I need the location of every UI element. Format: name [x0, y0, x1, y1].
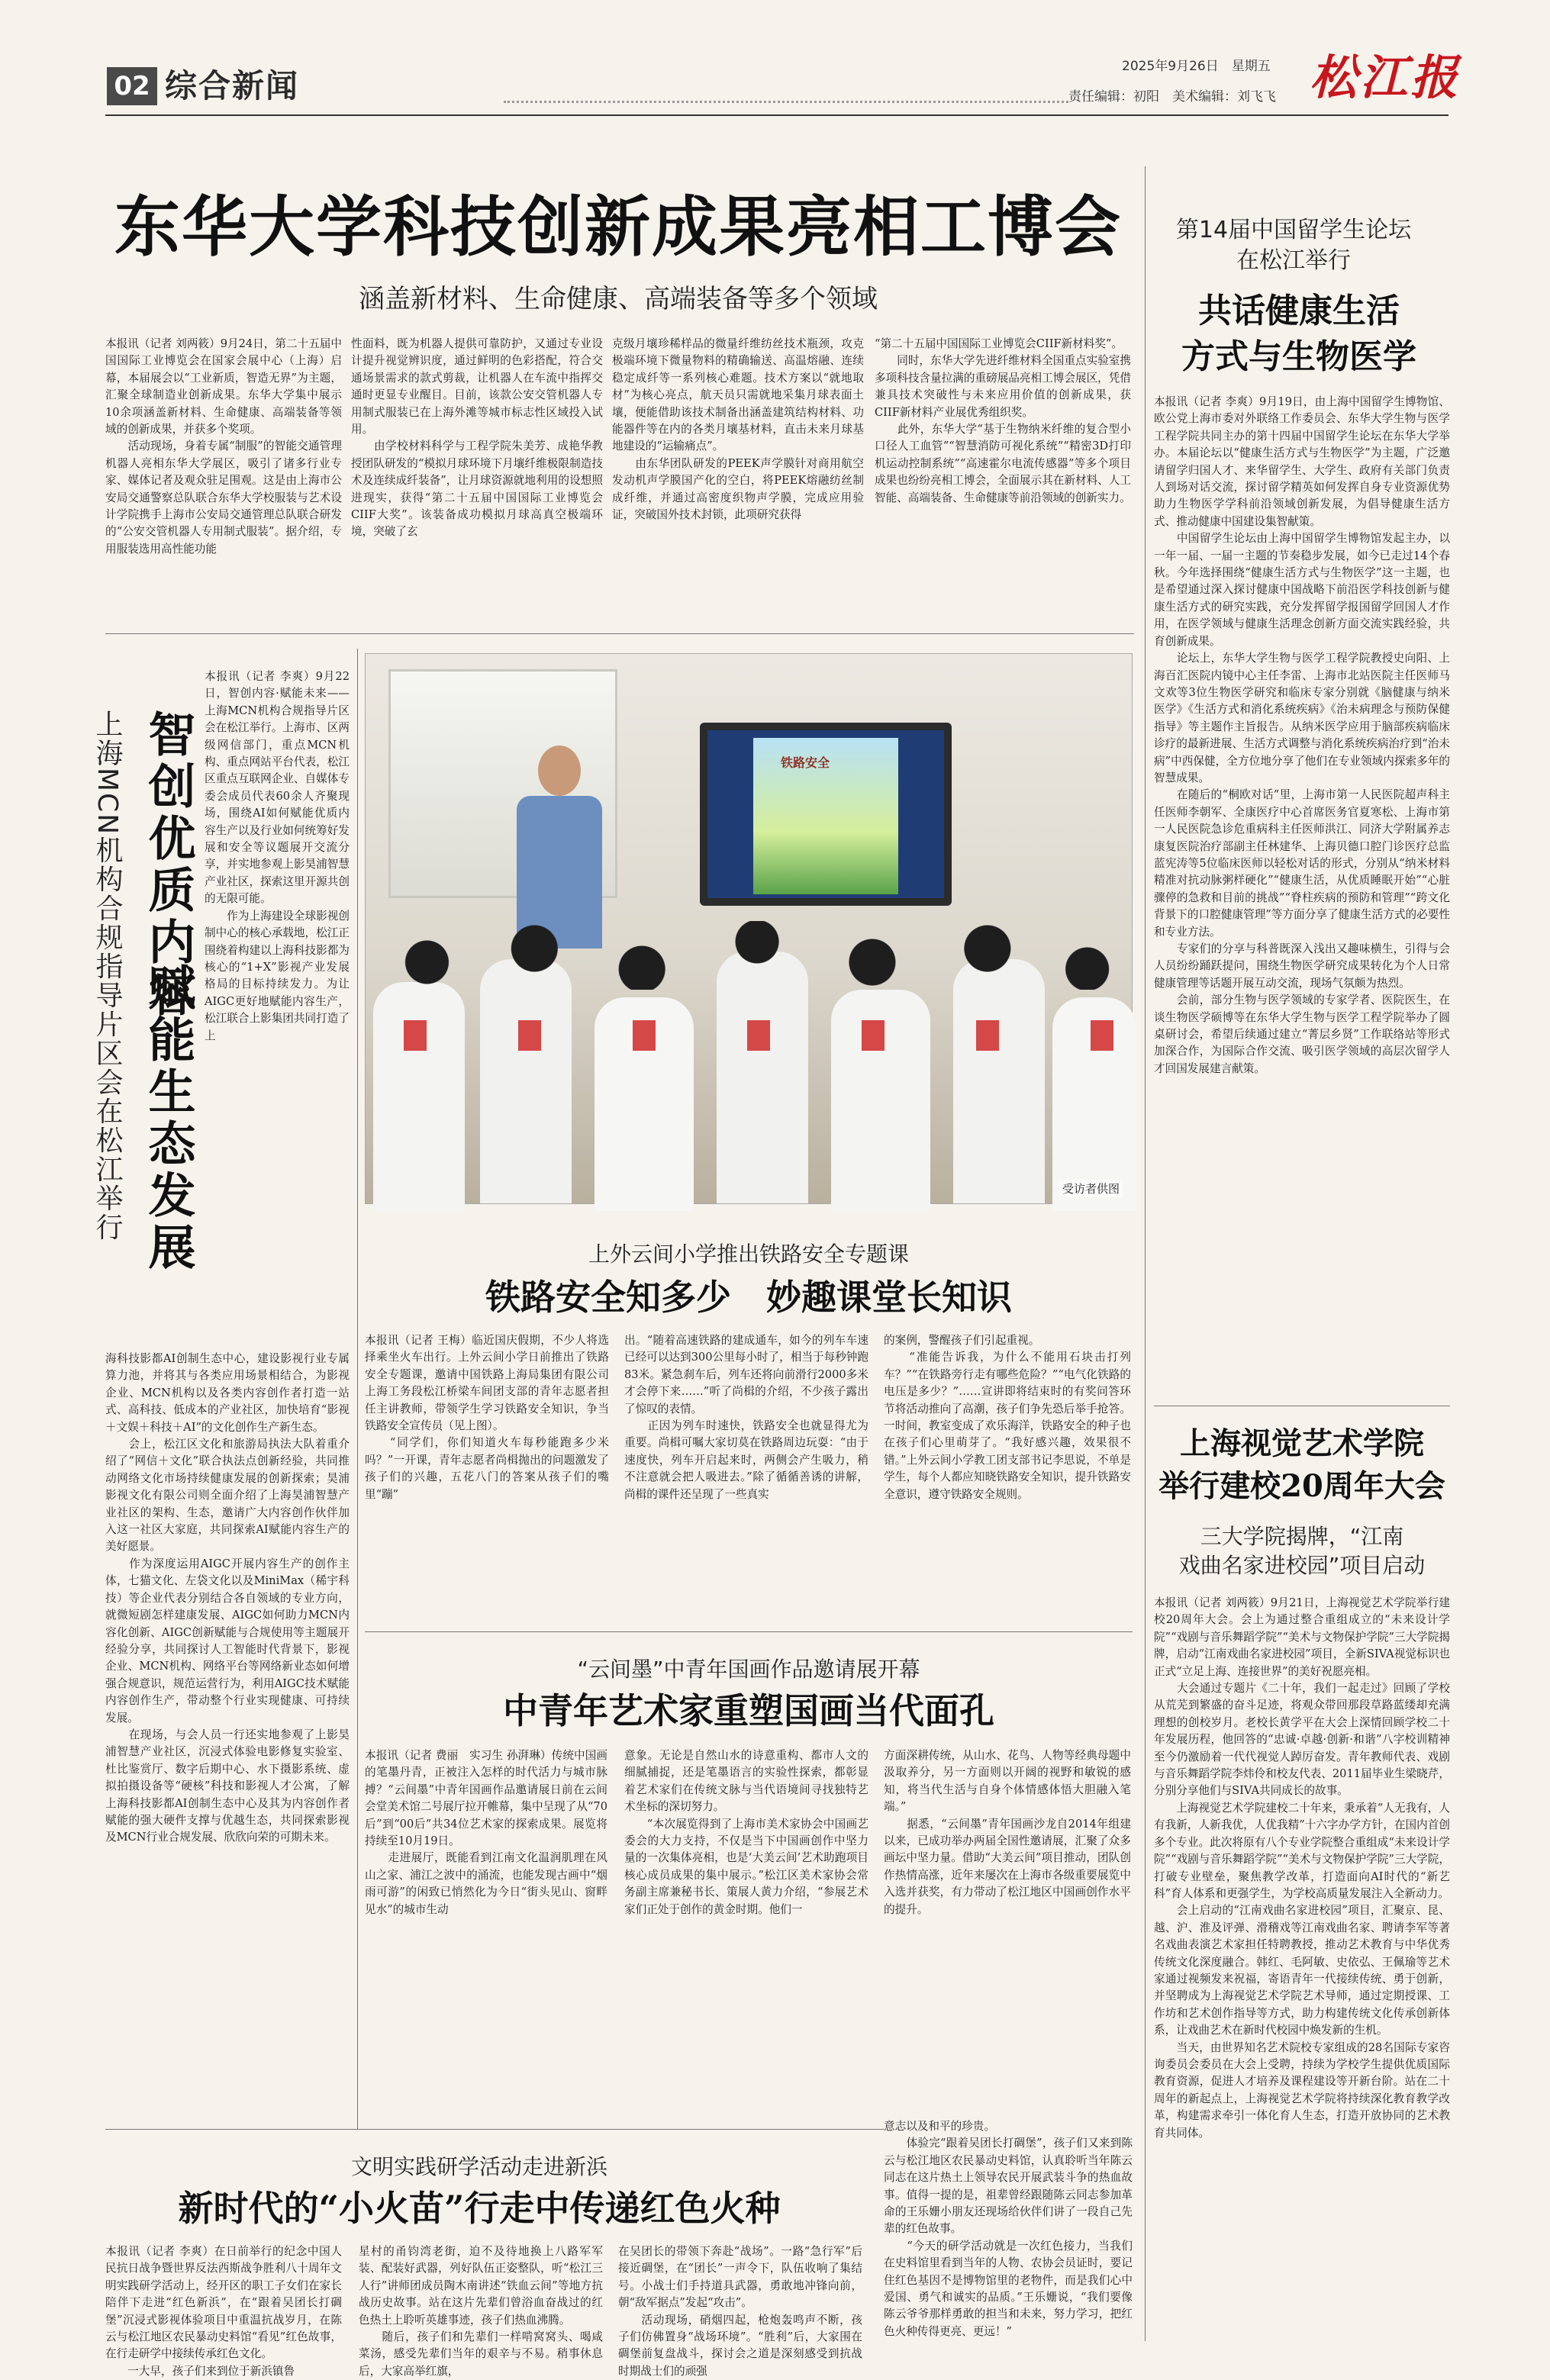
- forum-headline-2: 方式与生物医学: [1181, 337, 1416, 376]
- youth-headline: 新时代的“小火苗”行走中传递红色火种: [178, 2188, 781, 2229]
- lead-headline: 东华大学科技创新成果亮相工博会: [114, 189, 1122, 266]
- mcn-vertical-subtitle: 上海MCN机构合规指导片区会在松江举行: [92, 710, 123, 1242]
- lead-column-1: 本报讯（记者 刘两筱）9月24日，第二十五届中国国际工业博览会在国家会展中心（上海）启幕，本届展会以“工业新质，智造无界”为主题，汇聚全球制造业创新成果。东华大学集中展示10余项涵盖新材料、生命健康、高端装备等领域的创新成果，并获多个奖项。 活动现场，身着专属“制服”的智能交通管理机器人亮相东华大学展区，吸引了诸多行业专家、媒体记者及观众驻足围观。这是由上海市公安局交通警察总队联合东华大学校服装与艺术设计学院携手上海市公安局交通管理总队联合研发的“公安交管机器人专用制式服装”。据介绍，专用服装选用高性能功能: [105, 337, 342, 556]
- mcn-full-text: 海科技影都AI创制生态中心，建设影视行业专属算力池，并将其与各类应用场景相结合，为影视企业、MCN机构以及各类内容创作者打造一站式、高科技、低成本的产业社区，加快培育“影视＋文娱＋科技＋AI”的文化创作生产新生态。 会上，松江区文化和旅游局执法大队着重介绍了“网信＋文化”联合执法点创新经验，共同推动网络文化市场持续健康发展的创新探索；昊浦影视文化有限公司则全面介绍了上海昊浦智慧产业社区的架构、生态，邀请广大内容创作伙伴加入这一社区大家庭，共同探索AI赋能内容生产的美好愿景。 作为深度运用AIGC开展内容生产的创作主体，七猫文化、左袋文化以及MiniMax（稀宇科技）等企业代表分别结合各自领域的专业方向，就微短剧怎样建康发展、AIGC如何助力MCN内容化创新、AIGC创新赋能与合规使用等主题展开经验分享，共同探讨人工智能时代背景下，影视企业、MCN机构、网络平台等网络新业态如何增强合规意识，规范运营行为，利用AIGC技术赋能内容创作生产，带动整个行业实现健康、可持续发展。 在现场，与会人员一行还实地参观了上影昊浦智慧产业社区，沉浸式体验电影修复实验室、杜比鉴赏厅、数字后期中心、水下摄影系统、虚拟拍摄设备等“硬核”科技和影视人才公寓，了解上海科技影都AI创制生态中心及其为内容创作者赋能的强大硬件支撑与优越生态，共同探索影视及MCN行业合规发展、欣欣向荣的可期未来。: [105, 1352, 350, 1844]
- art-column-3: 方面深耕传统，从山水、花鸟、人物等经典母题中汲取养分，另一方面则以开阔的视野和敏锐的感知，将当代生活与自身个体情感体悟大胆融入笔端。” 据悉，“云间墨”青年国画沙龙自2014年组建以来，已成功举办两届全国性邀请展，汇聚了众多画坛中坚力量。借助“大美云间”项目推动，团队创作热情高涨，近年来屡次在上海市各级重要展览中入选并获奖，有力带动了松江地区中国画创作水平的提升。: [884, 1749, 1131, 1916]
- lead-subheadline: 涵盖新材料、生命健康、高端装备等多个领域: [359, 284, 878, 314]
- issue-date: 2025年9月26日 星期五: [1122, 59, 1271, 74]
- theatre-subheadline-2: 戏曲名家进校园”项目启动: [1178, 1553, 1426, 1578]
- forum-headline-1: 共话健康生活: [1198, 291, 1400, 330]
- youth-column-2: 星村的甬钧湾老街，迫不及待地换上八路军军装、配装好武器，列好队伍正姿整队，听“松江三人行”讲师团成员陶木南讲述“铁血云间”等地方抗战历史故事。站在这片先辈们曾浴血奋战过的红色热土上聆听英雄事迹，孩子们热血沸腾。 随后，孩子们和先辈们一样啃窝窝头、喝咸菜汤，感受先辈们当年的艰辛与不易。稍事休息后，大家高举红旗，: [359, 2245, 603, 2378]
- mcn-vertical-headline-2: 赋能生态发展: [140, 963, 196, 1274]
- student-heads-row: [366, 921, 1133, 990]
- railway-kicker: 上外云间小学推出铁路安全专题课: [588, 1242, 909, 1267]
- railway-column-1: 本报讯（记者 王梅）临近国庆假期，不少人将选择乘坐火车出行。上外云间小学日前推出了铁路安全专题课，邀请中国铁路上海局集团有限公司上海工务段松江桥梁车间团支部的青年志愿者担任主讲教师，带领学生学习铁路安全知识，争当铁路安全宣传员（见上图）。 “同学们，你们知道火车每秒能跑多少米吗？”一开课，青年志愿者尚楫抛出的问题激发了孩子们的兴趣，五花八门的答案从孩子们的嘴里“蹦”: [365, 1334, 609, 1501]
- theatre-headline-2: 举行建校20周年大会: [1158, 1468, 1445, 1504]
- red-scarves: [366, 1020, 1133, 1051]
- theatre-text: 本报讯（记者 刘两筱）9月21日，上海视觉艺术学院举行建校20周年大会。会上为通过整合重组成立的“未来设计学院”“戏剧与音乐舞蹈学院”“美术与文物保护学院”三大学院揭牌，启动“江南戏曲名家进校园”项目，全新SIVA视觉标识也正式“立足上海、连接世界”的美好祝愿亮相。 大会通过专题片《二十年，我们一起走过》回顾了学校从荒芜到繁盛的奋斗足迹，将观众带回那段草路蓝缕却充满理想的创校岁月。老校长黄学平在大会上深情回顾学校二十年发展历程，他回答的“忠诚·卓越·创新·和谐”八字校训精神至今仍激励着一代代视觉人踔厉奋发。青年教师代表、戏剧与音乐舞蹈学院李炜伶和校友代表、2011届毕业生梁晓芹，分别分享他们与SIVA共同成长的故事。 上海视觉艺术学院建校二十年来，秉承着“人无我有，人有我新，人新我优，人优我精”十六字办学方针，在国内首创多个专业。此次将原有八个专业学院整合重组成“未来设计学院”“戏剧与音乐舞蹈学院”“美术与文物保护学院”三大学院，打破专业壁垒，聚焦教学改革，打造面向AI时代的“新艺科”育人体系和更强学生，为学校高质量发展注入全新动力。 会上启动的“江南戏曲名家进校园”项目，汇聚京、昆、越、沪、淮及评弹、滑稽戏等江南戏曲名家、聘请李军等著名戏曲表演艺术家担任特聘教授，推动艺术教育与中华优秀传统文化深度融合。韩红、毛阿敏、史依弘、王佩瑜等艺术家通过视频发来祝福，寄语青年一代接续传统、勇于创新，并坚聘成为上海视觉艺术学院艺术导师，通过定期授课、工作坊和艺术创作指导等方式，助力构建传统文化传承创新体系，让戏曲艺术在新时代校园中焕发新的生机。 当天，由世界知名艺术院校专家组成的28名国际专家咨询委员会委员在大会上受聘，持续为学校学生提供优质国际教育资源，促进人才培养及课程建设等开新台阶。站在二十周年的新起点上，上海视觉艺术学院将持续深化教育教学改革，构建需求牵引一体化育人生态，打造开放协同的艺术教育共同体。: [1154, 1596, 1450, 2140]
- mcn-narrow-text: 本报讯（记者 李爽）9月22日，智创内容·赋能未来——上海MCN机构合规指导片区会在松江举行。上海市、区两级网信部门，重点MCN机构、重点网站平台代表，松江区重点互联网企业、自媒体专委会成员代表60余人齐聚现场，围绕AI如何赋能优质内容生产以及行业如何统筹好发展和安全等议题展开交流分享，并实地参观上影昊浦智慧产业社区，探索这里开源共创的无限可能。 作为上海建设全球影视创制中心的核心承载地，松江正围绕着构建以上海科技影都为核心的“1+X”影视产业发展格局的目标持续发力。为让AIGC更好地赋能内容生产，松江联合上影集团共同打造了上: [205, 670, 350, 1042]
- art-headline: 中青年艺术家重塑国画当代面孔: [503, 1690, 994, 1731]
- youth-column-3: 在吴团长的带领下奔赴“战场”。一路“急行军”后接近碉堡，在“团长”一声令下，队伍收响了集结号。小战士们手持道具武器，勇敢地冲锋向前，朝“敌军据点”发起“攻击”。 活动现场，硝烟四起，枪炮轰鸣声不断，孩子们仿佛置身“战场环境”。“胜利”后，大家围在碉堡前复盘战斗，探讨会之道是深刻感受到抗战时期战士们的顽强: [618, 2245, 862, 2378]
- student: [373, 982, 465, 1211]
- railway-column-2: 出。“随着高速铁路的建成通车，如今的列车车速已经可以达到300公里每小时了，相当于每秒钟跑83米。紧急刹车后，列车还将向前滑行2000多米才会停下来……”听了尚楫的介绍，不少孩子露出了惊叹的表情。 正因为列车时速快，铁路安全也就显得尤为重要。尚楫可嘱大家切莫在铁路周边玩耍：“由于速度快，列车开启起来时，两侧会产生吸力，稍不注意就会把人吸进去。”除了循循善诱的讲解，尚楫的课件还呈现了一些真实: [624, 1334, 868, 1501]
- youth-kicker: 文明实践研学活动走进新浜: [350, 2154, 607, 2179]
- masthead-rule: [105, 114, 1448, 116]
- student: [480, 959, 572, 1203]
- classroom-photo: [365, 653, 1133, 1204]
- youth-column-1: 本报讯（记者 李爽）在日前举行的纪念中国人民抗日战争暨世界反法西斯战争胜利八十周年文明实践研学活动上，经开区的职工子女们在家长陪伴下走进“红色新浜”，在“跟着吴团长打碉堡”沉浸式影视体验项目中重温抗战岁月，在陈云与松江地区农民暴动史料馆“看见”红色故事，在行走研学中接续传承红色文化。 一大早，孩子们来到位于新浜镇鲁: [105, 2245, 342, 2378]
- forum-text: 本报讯（记者 李爽）9月19日，由上海中国留学生博物馆、欧公党上海市委对外联络工作委员会、东华大学生物与医学工程学院共同主办的第十四届中国留学生论坛在东华大学举办。本届论坛以“健康生活方式与生物医学”为主题，广泛邀请留学归国人才、来华留学生、大学生、政府有关部门负责人到场对话交流，探讨留学精英如何发挥自身专业资源优势助力生物医学学科前沿领域创新发展，为倡导健康生活方式、推动健康中国建设集智献策。 中国留学生论坛由上海中国留学生博物馆发起主办，以一年一届、一届一主题的节奏稳步发展，如今已走过14个春秋。今年选择围绕“健康生活方式与生物医学”这一主题，也是希望通过深入探讨健康中国战略下前沿医学科技创新与健康生活方式的研究实践，充分发挥留学报国留学回国人才作用，在医学领域与健康生活理念创新方面交流实践经验，共育创新成果。 论坛上，东华大学生物与医学工程学院教授史向阳、上海百汇医院内镜中心主任李雷、上海市北站医院主任医师马文欢等3位生物医学研究和临床专家分别就《脑健康与纳米医学》《生活方式和消化系统疾病》《治未病理念与预防保健指导》等主题作主旨报告。从纳米医学应用于脑部疾病临床诊疗的最新进展、生活方式调整与消化系统疾病治疗到“治未病”中西保健，全方位地分享了他们在专业领域内探索多年的智慧成果。 在随后的“桐欧对话”里，上海市第一人民医院超声科主任医师李朝军、全康医疗中心首席医务官夏寒松、上海市第一人民医院急诊危重病科主任医师洪江、同济大学附属养志康复医院治疗部副主任林建华、上海贝德口腔门诊医疗总监蓝宪涛等5位临床医师以轻松对话的形式，分别从“纳米材料精准对抗动脉粥样硬化”“健康生活，从优质睡眠开始”“心脏骤停的急救和目前的挑战”“脊柱疾病的预防和管理”“跨文化背景下的口腔健康管理”等方面分享了健康生活方式的必要性和专业方法。 专家们的分享与科普既深入浅出又趣味横生，引得与会人员纷纷踊跃提问，围绕生物医学研究成果转化为个人日常健康管理等话题开展互动交流，现场气氛颇为热烈。 会前，部分生物与医学领域的专家学者、医院医生，在谈生物医学硕博等在东华大学生物与医学工程学院举办了圆桌研讨会，希望后续通过建立“菁层乡贤”工作联络站等形式加深合作，为国际合作交流、吸引医学领域的高层次留学人才回国发展建言献策。: [1154, 395, 1450, 1075]
- newspaper-logo: 松江报: [1310, 50, 1461, 105]
- youth-column-4: 意志以及和平的珍贵。 体验完“跟着吴团长打碉堡”，孩子们又来到陈云与松江地区农民暴动史料馆，认真聆听当年陈云同志在这片热土上领导农民开展武装斗争的热血故事。值得一提的是，祖辈曾经跟随陈云同志参加革命的王乐姗小朋友还现场给伙伴们讲了一段自己先辈的红色故事。 “今天的研学活动就是一次红色接力，当我们在史料馆里看到当年的人物、农协会员证时，要记住红色基因不是博物馆里的老物件，而是我们心中爱国、勇气和诚实的品质。”王乐姗说，“我们要像陈云爷爷那样勇敢的担当和未来，努力学习，把红色火种传得更亮、更远！”: [884, 2120, 1133, 2338]
- section-name: 综合新闻: [165, 67, 300, 105]
- lead-bottom-rule: [105, 633, 1134, 634]
- mcn-vertical-headline-1: 智创优质内容: [140, 710, 196, 1021]
- forum-kicker: 第14届中国留学生论坛在松江举行: [1175, 217, 1412, 274]
- railway-column-3: 的案例，警醒孩子们引起重视。 “准能告诉我，为什么不能用石块击打列车？”“在铁路旁行走有哪些危险？”“电气化铁路的电压是多少？”……宣讲即将结束时的有奖问答环节将活动推向了高潮，孩子们争先恐后举手抢答。一时间，教室变成了欢乐海洋，铁路安全的种子也在孩子们心里萌芽了。“我好感兴趣，效果很不错。”上外云间小学教工团支部书记李思说，不单是学生，每个人都应知晓铁路安全知识，提升铁路安全意识，遵守铁路安全规则。: [884, 1334, 1131, 1501]
- screen-board-text: 铁路安全: [781, 755, 830, 770]
- right-column-divider: [1145, 166, 1146, 2341]
- art-bottom-rule: [105, 2129, 884, 2130]
- teacher-head: [538, 746, 581, 796]
- lead-column-3: 克级月壤珍稀样品的微量纤维纺丝技术瓶颈，攻克极端环境下微量物料的精确输送、高温熔融、连续稳定成纤等一系列核心难题。技术方案以“就地取材”为核心亮点，航天员只需就地采集月球表面土壤，便能借助该技术制备出涵盖建筑结构材料、功能器件等在内的各类月壤基材料，直击未来月球基地建设的“运输痛点”。 由东华团队研发的PEEK声学膜针对商用航空发动机声学膜国产化的空白，将PEEK熔融纺丝制成纤维，并通过高密度织物声学膜，完成应用验证，突破国外技术封锁，此项研究获得: [612, 337, 864, 522]
- lead-column-4: “第二十五届中国国际工业博览会CIIF新材料奖”。 同时，东华大学先进纤维材料全国重点实验室携多项科技含量拉满的重磅展品亮相工博会展区，凭借兼具技术突破性与未来应用价值的创新成果，获CIIF新材料产业展优秀组织奖。 此外，东华大学“基于生物纳米纤维的复合型小口径人工血管”“智慧消防可视化系统”“精密3D打印机运动控制系统”“高速霍尔电流传感器”等多个项目成果也纷纷亮相工博会，全面展示其在新材料、人工智能、高端装备、生命健康等前沿领域的创新实力。: [875, 337, 1131, 504]
- photo-credit: 受访者供图: [1059, 1180, 1123, 1197]
- art-kicker: “云间墨”中青年国画作品邀请展开幕: [577, 1657, 920, 1682]
- editors-line: 责任编辑：初阳 美术编辑：刘飞飞: [1068, 89, 1276, 105]
- left-column-divider: [357, 649, 358, 2129]
- railway-headline: 铁路安全知多少 妙趣课堂长知识: [485, 1277, 1012, 1318]
- theatre-headline-1: 上海视觉艺术学院: [1180, 1425, 1424, 1461]
- student: [953, 959, 1045, 1203]
- page-number-badge: 02: [107, 67, 157, 105]
- art-column-2: 意象。无论是自然山水的诗意重构、都市人文的细腻捕捉，还是笔墨语言的实验性探索，都彰显着艺术家们在传统文脉与当代语境间寻找独特艺术坐标的深切努力。 “本次展览得到了上海市美术家协会中国画艺委会的大力支持，不仅是当下中国画创作中坚力量的一次集体亮相，也是‘大美云间’艺术助跑项目核心成员成果的集中展示。”松江区美术家协会常务副主席兼秘书长、策展人黄力介绍，“参展艺术家们正处于创作的黄金时期。他们一: [624, 1749, 868, 1916]
- masthead: [0, 0, 1550, 137]
- students-group: [366, 906, 1133, 1205]
- theatre-subheadline-1: 三大学院揭牌，“江南: [1200, 1524, 1404, 1549]
- art-column-1: 本报讯（记者 费丽 实习生 孙湃琳）传统中国画的笔墨丹青，正被注入怎样的时代活力与城市脉搏？“云间墨”中青年国画作品邀请展日前在云间会堂美术馆二号展厅拉开帷幕，集中呈现了从“70后”到“00后”共34位艺术家的探索成果。展览将持续至10月19日。 走进展厅，既能看到江南文化温润肌理在风山之家、浦江之波中的涌流，也能发现古画中“烟雨可游”的闲致已悄然化为今日“街头见山、窗畔见水”的城市生动: [365, 1749, 607, 1916]
- railway-bottom-rule: [365, 1631, 1133, 1632]
- display-screen: [700, 723, 952, 906]
- lead-column-2: 性面料，既为机器人提供可靠防护，又通过专业设计提升视觉辨识度，通过鲜明的色彩搭配，符合交通场景需求的款式剪裁，让机器人在车流中指挥交通时更显专业醒目。目前，该款公安交管机器人专用制式服装已在上海外滩等城市标志性区域投入试用。 由学校材料科学与工程学院朱美芳、成艳华教授团队研发的“模拟月球环境下月壤纤维极限制造技术及连续成纤装备”，让月球资源就地利用的设想照进现实，获得“第二十五届中国国际工业博览会CIIF大奖”。该装备成功模拟月球高真空极端环境，突破了玄: [351, 337, 603, 539]
- masthead-dot-rule: [504, 101, 1068, 103]
